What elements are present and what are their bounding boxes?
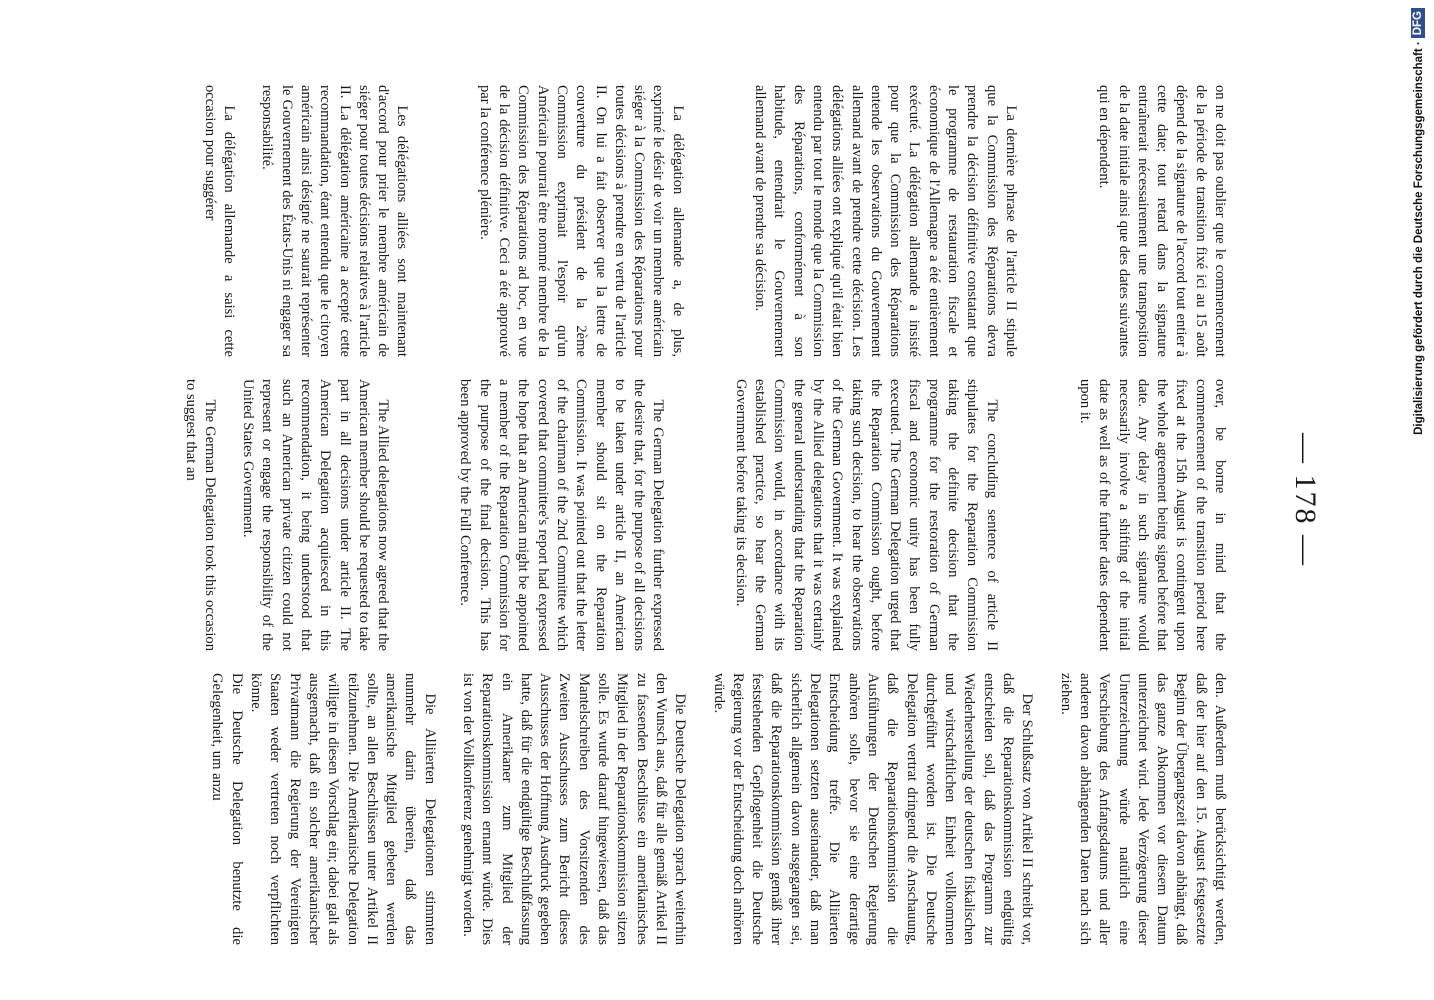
watermark-text: Digitalisierung gefördert durch die Deutsche Forschungsgemeinschaft · — [1413, 41, 1425, 435]
paragraph: Die Deutsche Delegation benutzte die Gelegenheit, um anzu — [209, 673, 245, 945]
paragraph: The concluding sentence of article II stipulates for the Reparation Commission taking the definite decision that the programme for the restoration of German fiscal and economic unity has been fully executed. The German Delegation urged that the Reparation Commission ought, before taking such decision, to hear the observations of the German Government. It was explained by the Allied delegations that it was certainly the general understanding that the Reparation Commission would, in accordance with its established practice, so hear the German Government before taking its decision. — [732, 379, 1000, 651]
paragraph: on ne doit pas oublier que le commencement de la période de transition fixé ici au 15 août dépend de la signature de l'accord tout entier à cette date; tout retard dans la signature entraînerait nécessairement une transposition de la date initiale ainsi que des dates suivantes qui en dépendent. — [1096, 85, 1228, 357]
dfg-logo-icon: DFG — [1411, 8, 1425, 38]
three-column-text — [89, 85, 1229, 945]
scanned-page — [67, 40, 1367, 960]
paragraph: Der Schlußsatz von Artikel II schreibt vor, daß die Reparationskommission endgültig entscheiden soll, daß das Programm zur Wiederherstellung der deutschen fiskalischen und wirtschaftlichen Einheit vollkommen durchgeführt worden ist. Die Deutsche Delegation vertrat dringend die Anschauung, daß die Reparationskommission die Ausführungen der Deutschen Regierung anhören solle, bevor sie eine derartige Entscheidung treffe. Die Alliierten Delegationen setzten auseinander, daß man sicherlich allgemein davon ausgegangen sei, daß die Reparationskommission gemäß ihrer feststehenden Gepflogenheit die Deutsche Regierung vor der Entscheidung doch anhören würde. — [710, 673, 1036, 945]
paragraph: Die Deutsche Delegation sprach weiterhin den Wunsch aus, daß für alle gemäß Artikel II zu fassenden Beschlüsse ein amerikanisches Mitglied in der Reparationskommission sitzen solle. Es wurde darauf hingewiesen, daß das Mantelschreiben des Vorsitzenden des Zweiten Ausschusses zum Bericht dieses Ausschusses der Hoffnung Ausdruck gegeben hatte, daß für die endgültige Beschlußfassung ein Amerikaner zum Mitglied der Reparationskommission ernannt würde. Dies ist von der Vollkonferenz genehmigt worden. — [460, 673, 689, 945]
paragraph: La délégation allemande a saisi cette occasion pour suggérer — [201, 85, 238, 357]
paragraph: La dernière phrase de l'article II stipule que la Commission des Réparations devra prendre la décision définitive constatant que le programme de restauration fiscale et économique de l'Allemagne a été entièrement exécuté. La délégation allemande a insisté pour que la Commission des Réparations entende les observations du Gouvernement allemand avant de prendre cette décision. Les délégations alliées ont expliqué qu'il était bien entendu par tout le monde que la Commission des Réparations, conformément à son habitude, entendrait le Gouvernement allemand avant de prendre sa décision. — [752, 85, 1019, 357]
paragraph: La délégation allemande a, de plus, exprimé le désir de voir un membre américain siéger à la Commission des Réparations pour toutes décisions à prendre en vertu de l'article II. On lui a fait observer que la lettre de couverture du président de la 2ème Commission exprimait l'espoir qu'un Américain pourrait être nommé membre de la Commission des Réparations ad hoc, en vue de la décision définitive. Ceci a été approuvé par la conférence plénière. — [476, 85, 686, 357]
column-german — [89, 673, 1229, 945]
page-number: — 178 — — [1289, 433, 1322, 567]
paragraph: The German Delegation further expressed the desire that, for the purpose of all decisions to be taken under article II, an American member should sit on the Reparation Commission. It was pointed out that the letter of the chairman of the 2nd Committee which covered that committee's report had expressed the hope that an American might be appointed a member of the Reparation Commission for the purpose of the final decision. This has been approved by the Full Conference. — [457, 379, 667, 651]
paragraph: The Allied delegations now agreed that the American member should be requested to take part in all decisions under article II. The American Delegation acquiesced in this recommendation, it being understood that such an American private citizen could not represent or engage the responsibility of the United States Government. — [240, 379, 392, 651]
paragraph: den. Außerdem muß berücksichtigt werden, daß der hier auf den 15. August festgesetzte Beginn der Übergangszeit davon abhängt, daß das ganze Abkommen vor diesem Datum unterzeichnet wird. Jede Verzögerung dieser Unterzeichnung würde natürlich eine Verschiebung des Anfangsdatums und aller anderen davon abhängenden Daten nach sich ziehen. — [1057, 673, 1228, 945]
paragraph: over, be borne in mind that the commencement of the transition period here fixed at the 15th August is contingent upon the whole agreement being signed before that date. Any delay in such signature would necessarily involve a shifting of the initial date as well as of the further dates dependent upon it. — [1076, 379, 1228, 651]
paragraph: The German Delegation took this occasion to suggest that an — [182, 379, 218, 651]
paragraph: Die Alliierten Delegationen stimmten nunmehr darin überein, daß das amerikanische Mitglied gebeten werden sollte, an allen Beschlüssen unter Artikel II teilzunehmen. Die Amerikanische Delegation willigte in diesen Vorschlag ein; dabei galt als ausgemacht, daß ein solcher amerikanischer Privatmann die Regierung der Vereinigten Staaten weder vertreten noch verpflichten könne. — [248, 673, 438, 945]
dfg-watermark — [1406, 8, 1432, 998]
paragraph: Les délégations alliées sont maintenant d'accord pour prier le membre américain de siéger pour toutes décisions relatives à l'article II. La délégation américaine a accepté cette recommandation, étant entendu que le citoyen américain ainsi désigné ne saurait représenter le Gouvernement des États-Unis ni engager sa responsabilité. — [259, 85, 411, 357]
column-english — [89, 379, 1229, 651]
column-french — [89, 85, 1229, 357]
